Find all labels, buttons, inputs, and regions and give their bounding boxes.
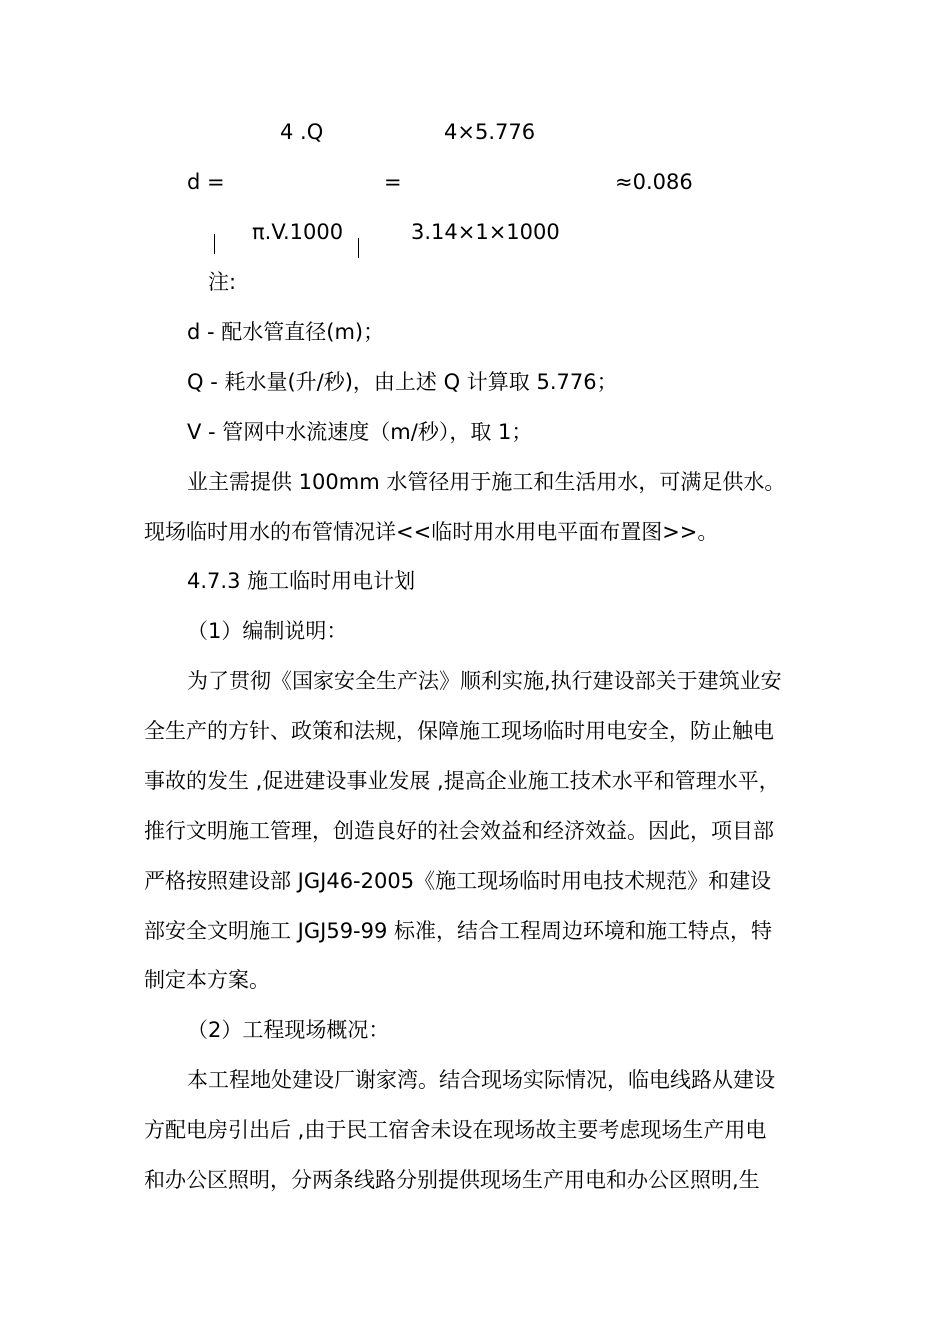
paragraph-water-line-1: 业主需提供 100mm 水管径用于施工和生活用水，可满足供水。 bbox=[187, 470, 786, 494]
paragraph-description-line-7: 制定本方案。 bbox=[144, 968, 270, 992]
paragraph-description-line-2: 全生产的方针、政策和法规，保障施工现场临时用电安全，防止触电 bbox=[144, 719, 774, 743]
note-title: 注: bbox=[208, 270, 237, 294]
paragraph-description-line-5: 严格按照建设部 JGJ46-2005《施工现场临时用电技术规范》和建设 bbox=[144, 869, 772, 893]
formula-equals: = bbox=[384, 170, 402, 194]
paragraph-description-line-6: 部安全文明施工 JGJ59-99 标准，结合工程周边环境和施工特点，特 bbox=[144, 919, 773, 943]
definition-d: d - 配水管直径(m)； bbox=[187, 320, 385, 344]
subsection-heading-1: （1）编制说明： bbox=[187, 619, 348, 643]
paragraph-water-line-2: 现场临时用水的布管情况详<<临时用水用电平面布置图>>。 bbox=[144, 520, 719, 544]
formula-root-bar-left bbox=[214, 234, 215, 254]
formula-root-bar-right bbox=[358, 238, 359, 258]
section-heading: 4.7.3 施工临时用电计划 bbox=[187, 569, 416, 593]
paragraph-site-line-2: 方配电房引出后 ,由于民工宿舍未设在现场故主要考虑现场生产用电 bbox=[144, 1118, 767, 1142]
paragraph-description-line-4: 推行文明施工管理，创造良好的社会效益和经济效益。因此，项目部 bbox=[144, 819, 774, 843]
formula-lhs: d = bbox=[187, 170, 225, 194]
formula-denominator-left: π.V.1000 bbox=[252, 220, 344, 244]
formula-numerator-left: 4 .Q bbox=[280, 120, 324, 144]
definition-q: Q - 耗水量(升/秒)，由上述 Q 计算取 5.776； bbox=[187, 370, 618, 394]
definition-v: V - 管网中水流速度（m/秒），取 1； bbox=[187, 420, 533, 444]
paragraph-description-line-3: 事故的发生 ,促进建设事业发展 ,提高企业施工技术水平和管理水平， bbox=[144, 769, 780, 793]
paragraph-site-line-1: 本工程地处建设厂谢家湾。结合现场实际情况，临电线路从建设 bbox=[187, 1068, 775, 1092]
formula-result: ≈0.086 bbox=[615, 170, 693, 194]
formula-denominator-right: 3.14×1×1000 bbox=[411, 220, 560, 244]
formula-numerator-right: 4×5.776 bbox=[444, 120, 536, 144]
subsection-heading-2: （2）工程现场概况： bbox=[187, 1018, 390, 1042]
paragraph-description-line-1: 为了贯彻《国家安全生产法》顺利实施,执行建设部关于建筑业安 bbox=[187, 669, 782, 693]
paragraph-site-line-3: 和办公区照明，分两条线路分别提供现场生产用电和办公区照明,生 bbox=[144, 1168, 760, 1192]
